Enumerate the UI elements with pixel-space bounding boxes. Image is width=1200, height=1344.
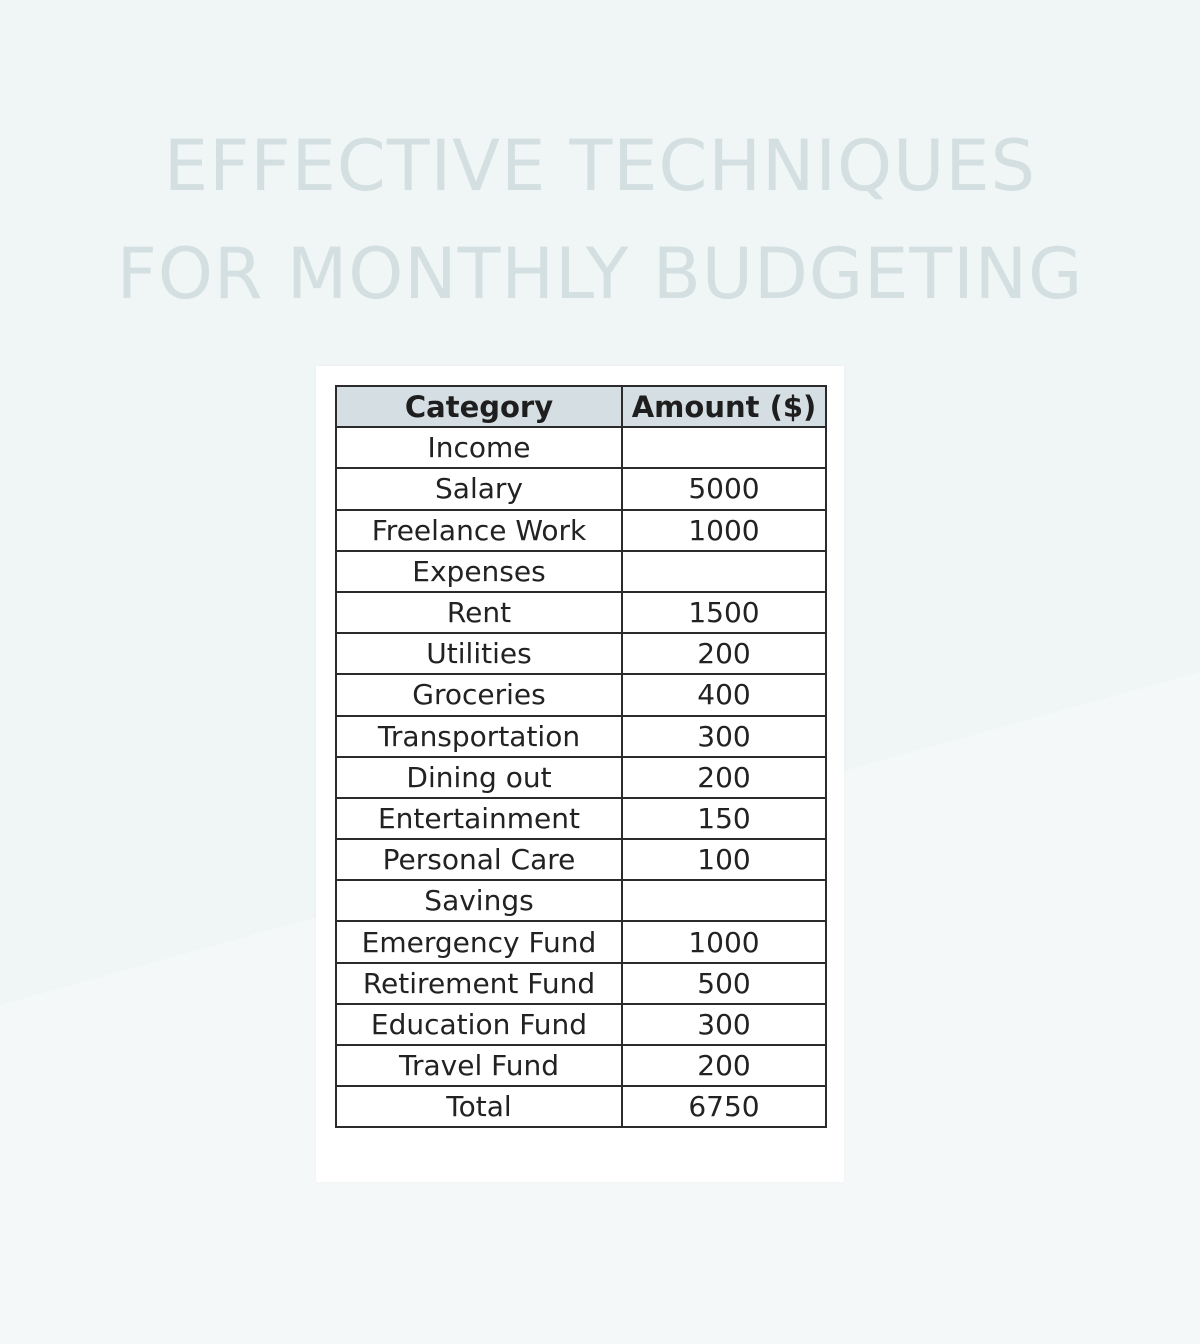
total-label-cell: Total: [336, 1086, 622, 1127]
category-cell: Expenses: [336, 551, 622, 592]
category-cell: Freelance Work: [336, 510, 622, 551]
page-title: [0, 112, 1200, 328]
table-row: [336, 1004, 826, 1045]
table-row: [336, 592, 826, 633]
table-row: [336, 716, 826, 757]
table-row: [336, 427, 826, 468]
category-cell: Transportation: [336, 716, 622, 757]
amount-cell: 5000: [622, 468, 826, 509]
table-row: [336, 798, 826, 839]
amount-cell: 1000: [622, 921, 826, 962]
total-amount-cell: 6750: [622, 1086, 826, 1127]
table-row: [336, 839, 826, 880]
category-cell: Income: [336, 427, 622, 468]
budget-table: [335, 385, 827, 1128]
amount-cell: 1000: [622, 510, 826, 551]
amount-cell: [622, 427, 826, 468]
category-cell: Retirement Fund: [336, 963, 622, 1004]
amount-cell: 300: [622, 716, 826, 757]
title-line-1: EFFECTIVE TECHNIQUES: [163, 125, 1037, 207]
category-cell: Entertainment: [336, 798, 622, 839]
amount-cell: 200: [622, 1045, 826, 1086]
table-header-row: [336, 386, 826, 427]
table-row: [336, 921, 826, 962]
category-cell: Salary: [336, 468, 622, 509]
table-row-total: [336, 1086, 826, 1127]
header-category: Category: [336, 386, 622, 427]
amount-cell: 200: [622, 633, 826, 674]
table-row: [336, 633, 826, 674]
category-cell: Personal Care: [336, 839, 622, 880]
category-cell: Emergency Fund: [336, 921, 622, 962]
amount-cell: 500: [622, 963, 826, 1004]
table-card: [316, 366, 844, 1182]
table-row: [336, 674, 826, 715]
header-amount: Amount ($): [622, 386, 826, 427]
table-body: [336, 427, 826, 1127]
amount-cell: 150: [622, 798, 826, 839]
category-cell: Utilities: [336, 633, 622, 674]
table-row: [336, 757, 826, 798]
amount-cell: [622, 880, 826, 921]
table-row: [336, 510, 826, 551]
category-cell: Rent: [336, 592, 622, 633]
amount-cell: 100: [622, 839, 826, 880]
category-cell: Dining out: [336, 757, 622, 798]
amount-cell: 200: [622, 757, 826, 798]
category-cell: Groceries: [336, 674, 622, 715]
category-cell: Education Fund: [336, 1004, 622, 1045]
amount-cell: 400: [622, 674, 826, 715]
table-row: [336, 1045, 826, 1086]
amount-cell: [622, 551, 826, 592]
category-cell: Savings: [336, 880, 622, 921]
title-line-2: FOR MONTHLY BUDGETING: [116, 233, 1084, 315]
table-row: [336, 551, 826, 592]
table-row: [336, 880, 826, 921]
table-row: [336, 963, 826, 1004]
category-cell: Travel Fund: [336, 1045, 622, 1086]
amount-cell: 300: [622, 1004, 826, 1045]
table-row: [336, 468, 826, 509]
amount-cell: 1500: [622, 592, 826, 633]
